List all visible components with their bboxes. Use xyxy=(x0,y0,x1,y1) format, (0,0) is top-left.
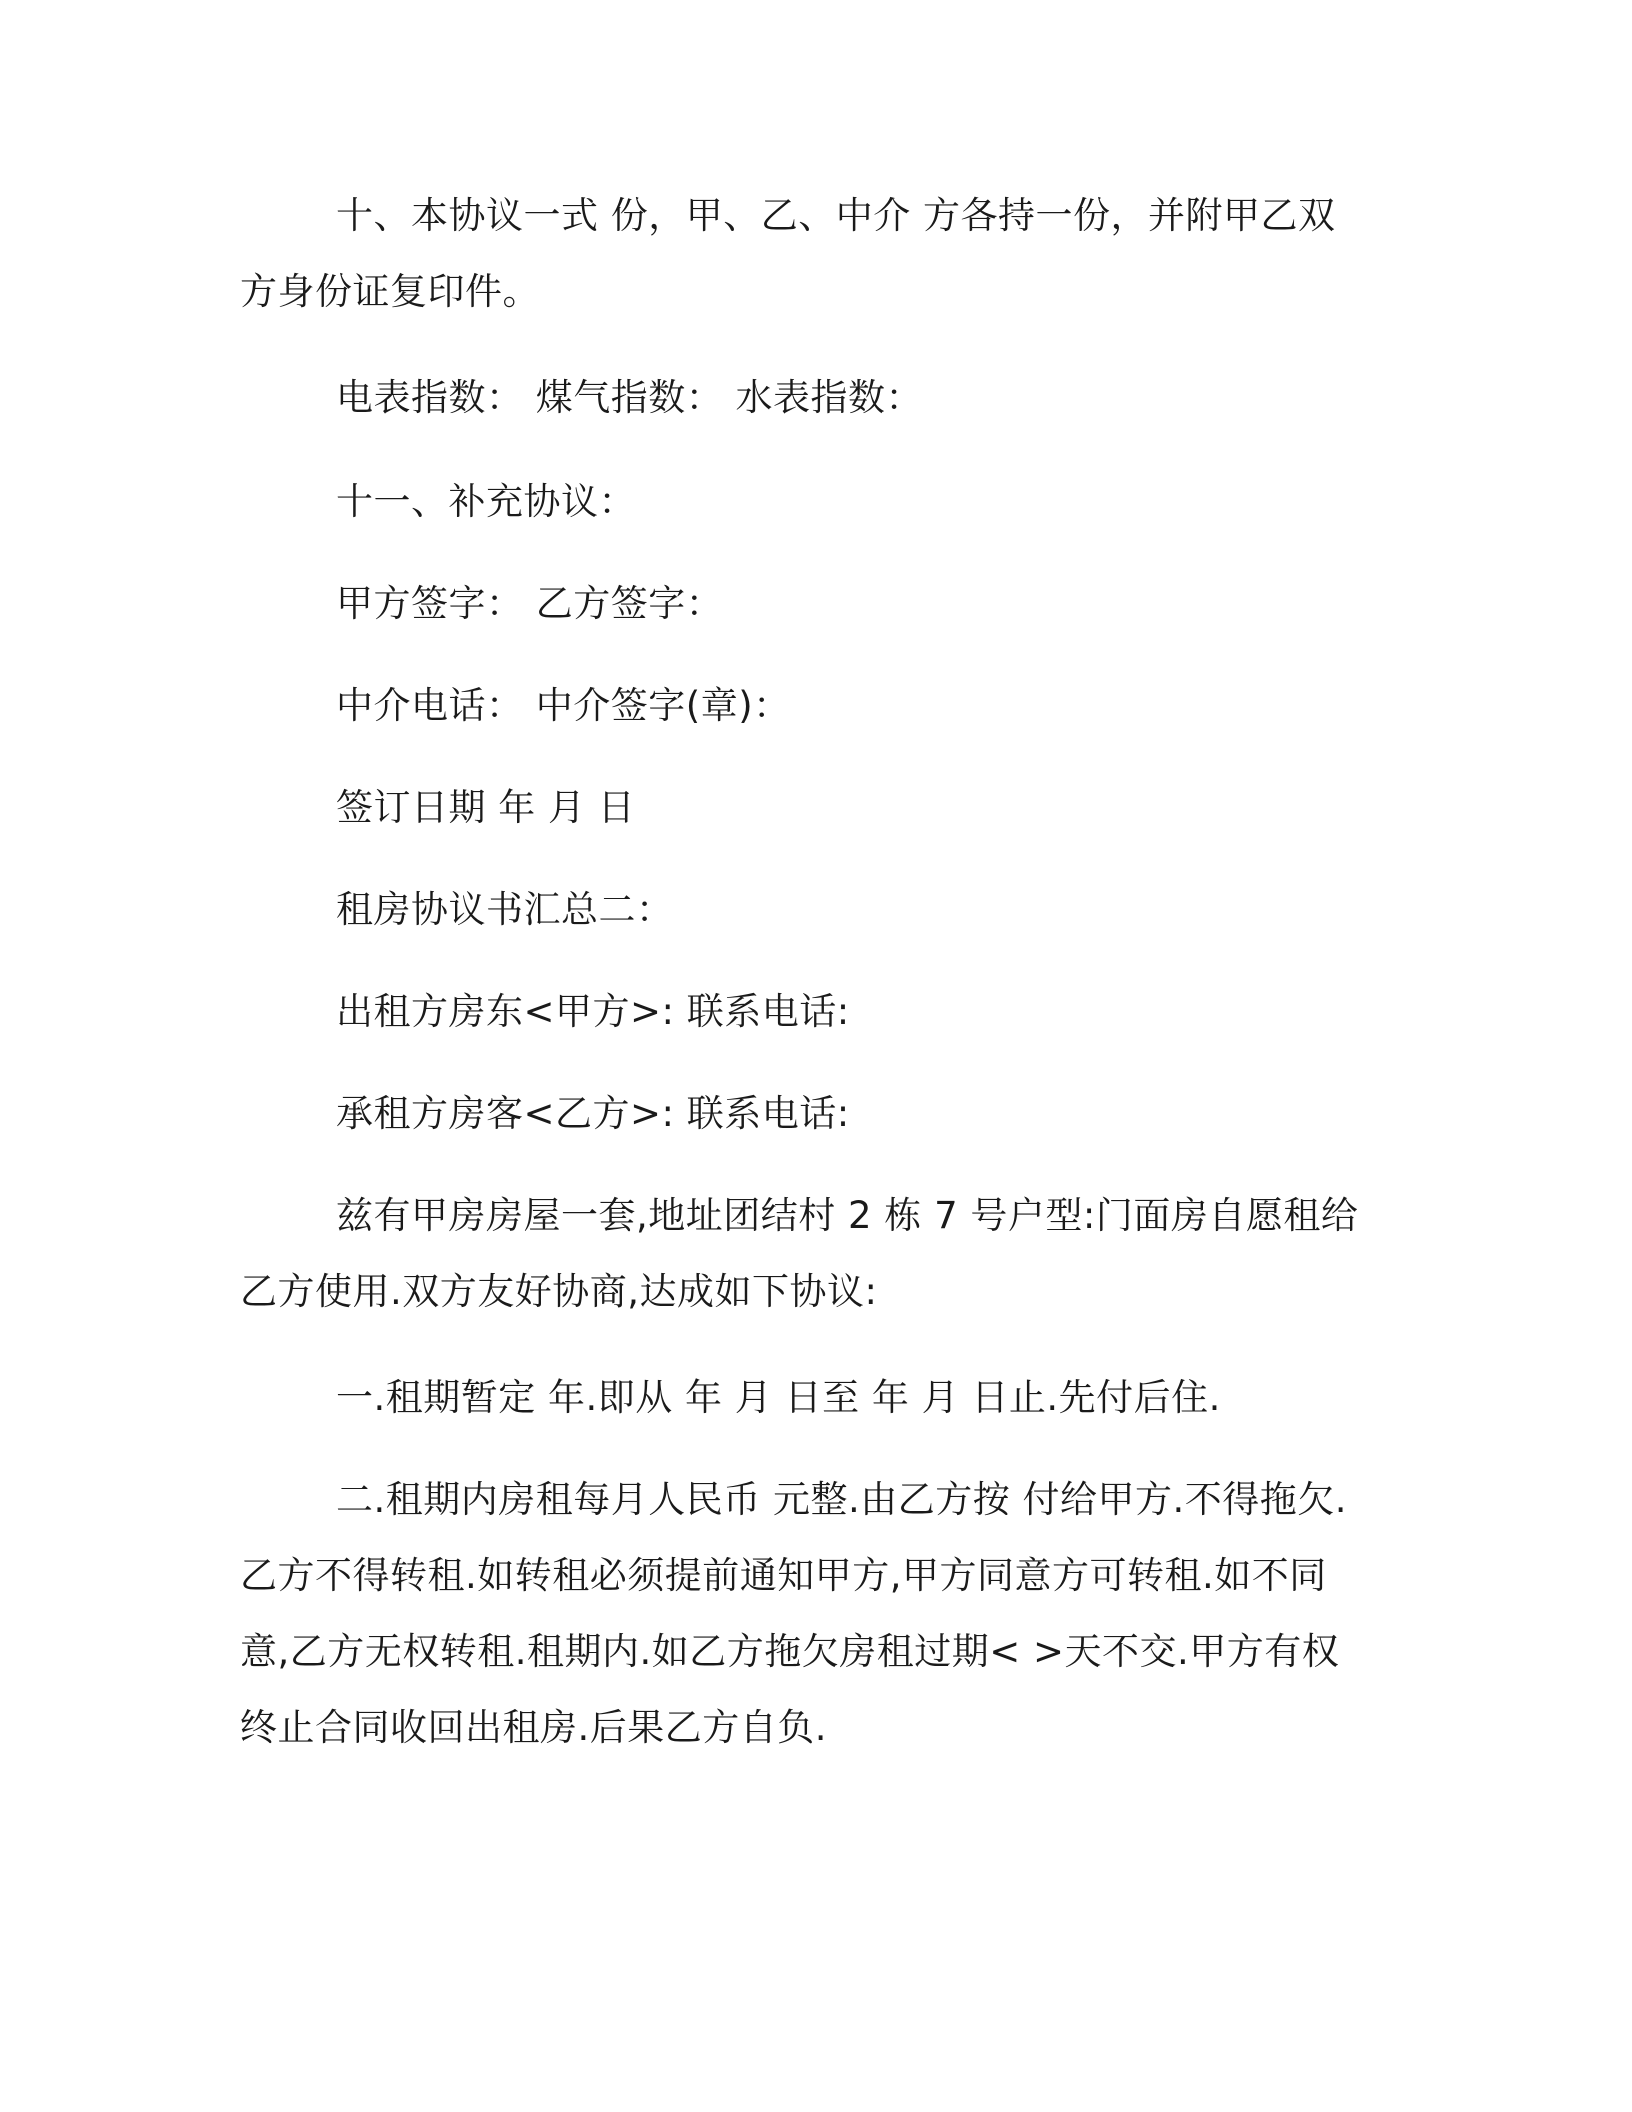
signing-date-line: 签订日期 年 月 日 xyxy=(336,786,636,829)
lease-term-clause: 一.租期暂定 年.即从 年 月 日至 年 月 日止.先付后住. xyxy=(336,1376,1221,1419)
rent-clause: 二.租期内房租每月人民币 元整.由乙方按 付给甲方.不得拖欠.乙方不得转租.如转租必须提前通知甲方,甲方同意方可转租.如不同意,乙方无权转租.租期内.如乙方拖欠房租过期< >天不交.甲方有权终止合同收回出租房.后果乙方自负. xyxy=(240,1478,1348,1749)
agent-signature-line: 中介电话： 中介签字(章)： xyxy=(336,684,791,727)
clause-eleven-heading: 十一、补充协议： xyxy=(336,480,636,523)
meter-readings-line: 电表指数： 煤气指数： 水表指数： xyxy=(336,376,924,419)
lessee-line: 承租方房客<乙方>: 联系电话: xyxy=(336,1092,850,1135)
party-signatures-line: 甲方签字： 乙方签字： xyxy=(336,582,724,625)
agreement-two-heading: 租房协议书汇总二： xyxy=(336,888,674,931)
property-description-paragraph: 兹有甲房房屋一套,地址团结村 2 栋 7 号户型:门面房自愿租给乙方使用.双方友好协商,达成如下协议: xyxy=(240,1194,1359,1313)
lessor-line: 出租方房东<甲方>: 联系电话: xyxy=(336,990,850,1033)
clause-ten-paragraph: 十、本协议一式 份，甲、乙、中介 方各持一份，并附甲乙双方身份证复印件。 xyxy=(240,194,1336,313)
